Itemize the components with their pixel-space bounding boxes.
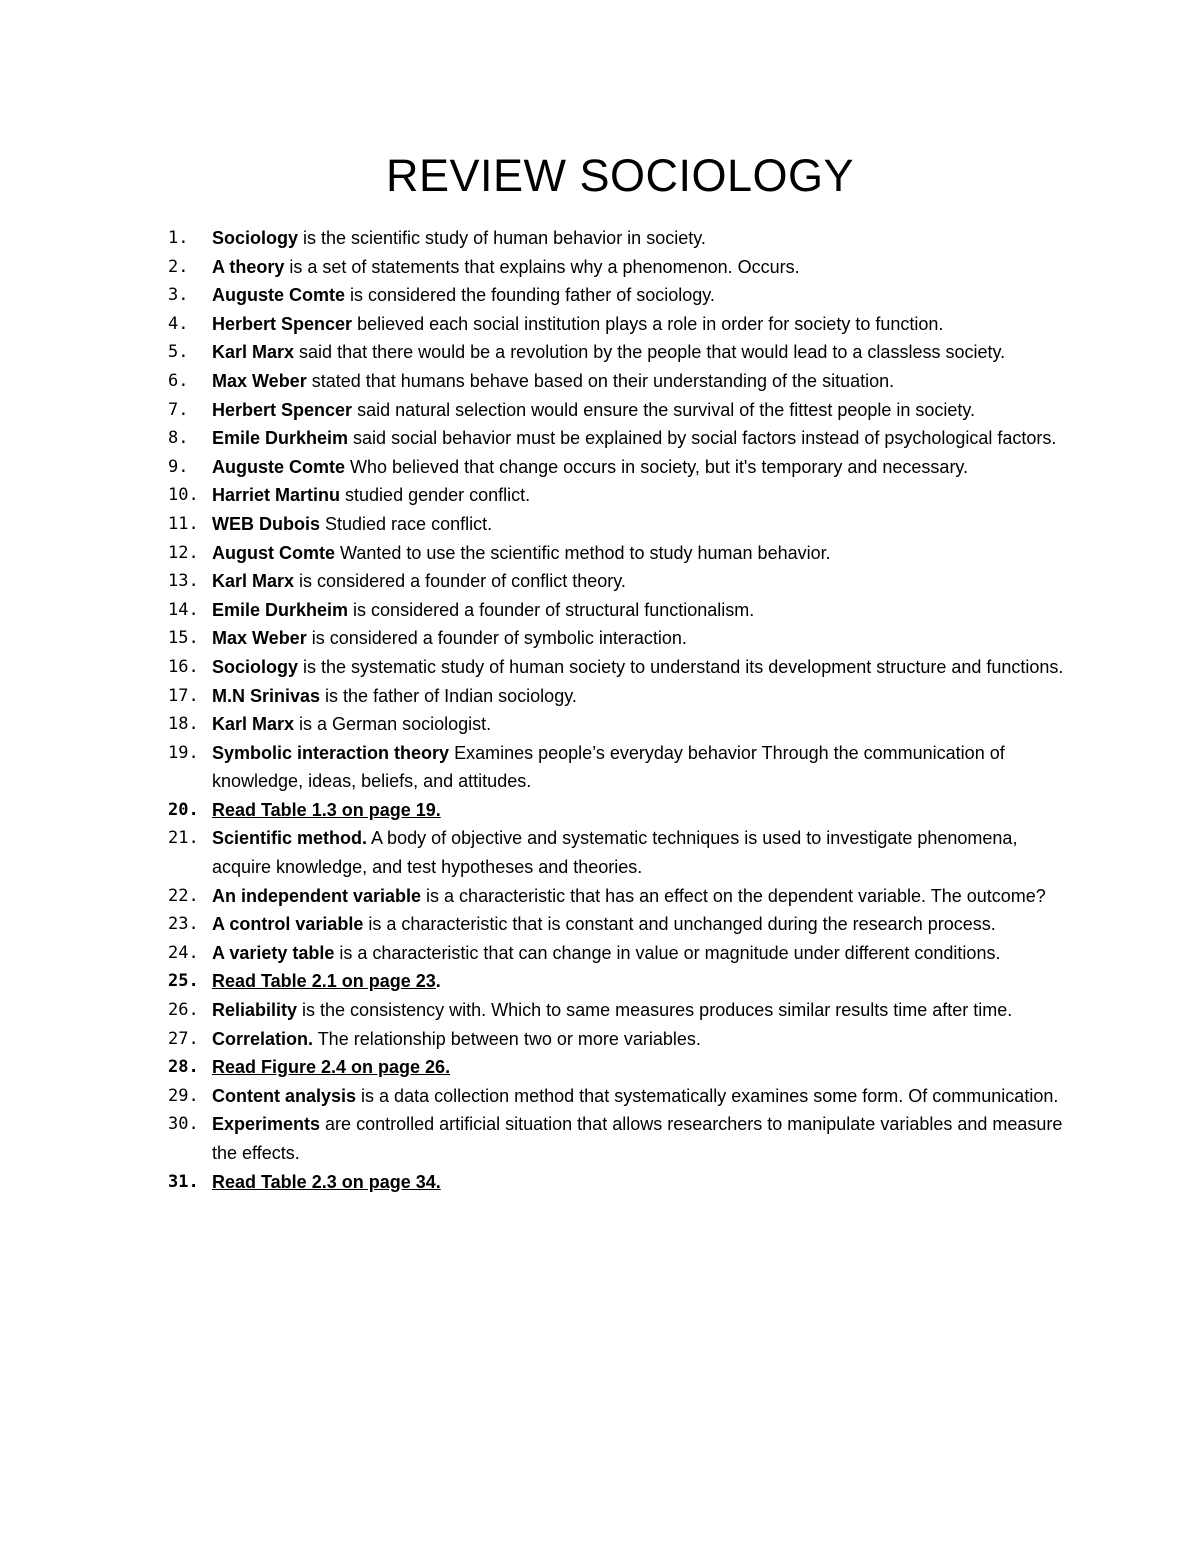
list-item [160, 653, 1065, 682]
item-text: studied gender conflict. [340, 485, 531, 506]
item-term: Sociology [212, 228, 299, 248]
item-term: Scientific method. [212, 828, 368, 849]
list-item [160, 967, 1065, 996]
list-item [160, 1025, 1065, 1054]
item-text: Wanted to use the scientific method to study human behavior. [335, 542, 831, 563]
list-item [160, 367, 1065, 396]
item-number: 1. [168, 228, 189, 248]
item-text: said social behavior must be explained by social factors instead of psychological factors. [348, 428, 1057, 449]
list-item [160, 424, 1065, 453]
list-item [160, 710, 1065, 739]
item-number: 11. [168, 513, 199, 534]
item-text: is a characteristic that has an effect on the dependent variable. The outcome? [421, 885, 1046, 906]
item-text: is a data collection method that systematically examines some form. Of communication. [356, 1085, 1059, 1106]
item-number: 23. [168, 914, 199, 935]
item-text: is the systematic study of human society to understand its development structure and functions. [298, 656, 1064, 677]
item-text: is the father of Indian sociology. [320, 685, 577, 706]
item-number: 19. [168, 742, 199, 763]
list-item [160, 624, 1065, 653]
list-item [160, 453, 1065, 482]
list-item [160, 481, 1065, 510]
item-number: 31. [168, 1171, 199, 1192]
item-text: said natural selection would ensure the survival of the fittest people in society. [352, 399, 976, 420]
list-item [160, 796, 1065, 825]
list-item [160, 996, 1065, 1025]
item-term: A control variable [212, 914, 364, 935]
list-item [160, 824, 1065, 881]
item-term: A variety table [212, 942, 335, 963]
list-item [160, 338, 1065, 367]
item-text: Studied race conflict. [320, 513, 493, 534]
item-number: 5. [168, 342, 189, 363]
list-item [160, 253, 1065, 282]
item-text: is considered the founding father of sociology. [345, 285, 715, 306]
item-term: Harriet Martinu [212, 485, 341, 506]
item-term: M.N Srinivas [212, 685, 321, 706]
item-text: is considered a founder of conflict theory. [294, 571, 626, 592]
list-item [160, 882, 1065, 911]
item-number: 3. [168, 285, 189, 306]
item-text: A body of objective and systematic techniques is used to investigate phenomena, acquire knowledge, and test hypotheses and theories. [212, 828, 1018, 878]
item-text: is a characteristic that is constant and unchanged during the research process. [363, 914, 996, 935]
item-term: Experiments [212, 1114, 321, 1135]
list-item [160, 1053, 1065, 1082]
item-term: Symbolic interaction theory [212, 742, 450, 763]
list-item [160, 910, 1065, 939]
item-term: Herbert Spencer [212, 399, 353, 420]
reading-reference: Read Table 2.3 on page 34. [212, 1171, 441, 1192]
item-text: is the consistency with. Which to same measures produces similar results time after time. [297, 1000, 1013, 1021]
reading-reference: Read Table 1.3 on page 19. [212, 799, 441, 820]
item-term: A theory [212, 256, 285, 277]
item-number: 4. [168, 313, 189, 334]
item-text: believed each social institution plays a role in order for society to function. [352, 313, 944, 334]
item-number: 24. [168, 942, 199, 963]
item-text: stated that humans behave based on their understanding of the situation. [306, 370, 895, 391]
item-term: Karl Marx [212, 342, 295, 363]
item-term: Karl Marx [212, 571, 295, 592]
item-number: 20. [168, 799, 199, 820]
reading-reference: Read Figure 2.4 on page 26. [212, 1057, 451, 1078]
item-number: 26. [168, 1000, 199, 1021]
item-term: Auguste Comte [212, 285, 346, 306]
item-term: Reliability [212, 1000, 298, 1021]
item-number: 28. [168, 1057, 199, 1078]
list-item [160, 539, 1065, 568]
item-term: WEB Dubois [212, 513, 320, 534]
list-item [160, 281, 1065, 310]
review-list [160, 224, 1065, 1196]
item-number: 15. [168, 628, 199, 649]
item-text: Examines people’s everyday behavior Through the communication of knowledge, ideas, beliefs, and attitudes. [212, 742, 1005, 792]
item-term: Emile Durkheim [212, 599, 349, 620]
list-item [160, 1110, 1065, 1167]
item-number: 12. [168, 542, 199, 563]
list-item [160, 224, 1065, 253]
item-text: is a characteristic that can change in value or magnitude under different conditions. [334, 942, 1001, 963]
item-number: 17. [168, 685, 199, 706]
item-term: Correlation. [212, 1028, 314, 1049]
list-item [160, 1168, 1065, 1197]
item-number: 9. [168, 456, 189, 477]
item-number: 2. [168, 256, 189, 277]
item-number: 21. [168, 828, 199, 849]
item-number: 29. [168, 1085, 199, 1106]
item-term: Karl Marx [212, 714, 295, 735]
list-item [160, 510, 1065, 539]
item-term: Max Weber [212, 628, 307, 649]
reading-reference: Read Table 2.1 on page 23 [212, 971, 436, 992]
item-text: Who believed that change occurs in society, but it's temporary and necessary. [345, 456, 969, 477]
item-term: Max Weber [212, 370, 307, 391]
item-number: 18. [168, 714, 199, 735]
item-term: An independent variable [212, 885, 422, 906]
item-trail: . [435, 971, 441, 992]
item-term: Sociology [212, 656, 299, 677]
list-item [160, 396, 1065, 425]
item-number: 8. [168, 428, 189, 449]
item-term: Herbert Spencer [212, 313, 353, 334]
item-term: Emile Durkheim [212, 428, 349, 449]
item-number: 30. [168, 1114, 199, 1135]
item-number: 22. [168, 885, 199, 906]
item-text: are controlled artificial situation that allows researchers to manipulate variables and measure the effects. [212, 1114, 1063, 1163]
item-number: 7. [168, 399, 189, 420]
item-number: 6. [168, 370, 189, 391]
list-item [160, 939, 1065, 968]
list-item [160, 682, 1065, 711]
list-item [160, 310, 1065, 339]
item-text: The relationship between two or more variables. [313, 1028, 701, 1049]
item-number: 16. [168, 656, 199, 677]
page-title: REVIEW SOCIOLOGY [385, 150, 855, 201]
item-term: Auguste Comte [212, 456, 346, 477]
item-text: said that there would be a revolution by the people that would lead to a classless society. [294, 342, 1006, 363]
item-number: 10. [168, 485, 199, 506]
item-number: 14. [168, 599, 199, 620]
item-number: 13. [168, 571, 199, 592]
item-term: August Comte [212, 542, 335, 563]
item-text: is a German sociologist. [294, 714, 492, 735]
list-item [160, 739, 1065, 796]
item-term: Content analysis [212, 1085, 357, 1106]
item-text: is considered a founder of symbolic interaction. [306, 628, 687, 649]
item-number: 27. [168, 1028, 199, 1049]
item-number: 25. [168, 971, 199, 992]
list-item [160, 567, 1065, 596]
list-item [160, 1082, 1065, 1111]
item-text: is considered a founder of structural functionalism. [348, 599, 755, 620]
item-text: is a set of statements that explains why a phenomenon. Occurs. [284, 256, 800, 277]
list-item [160, 596, 1065, 625]
item-text: is the scientific study of human behavior in society. [298, 228, 706, 248]
